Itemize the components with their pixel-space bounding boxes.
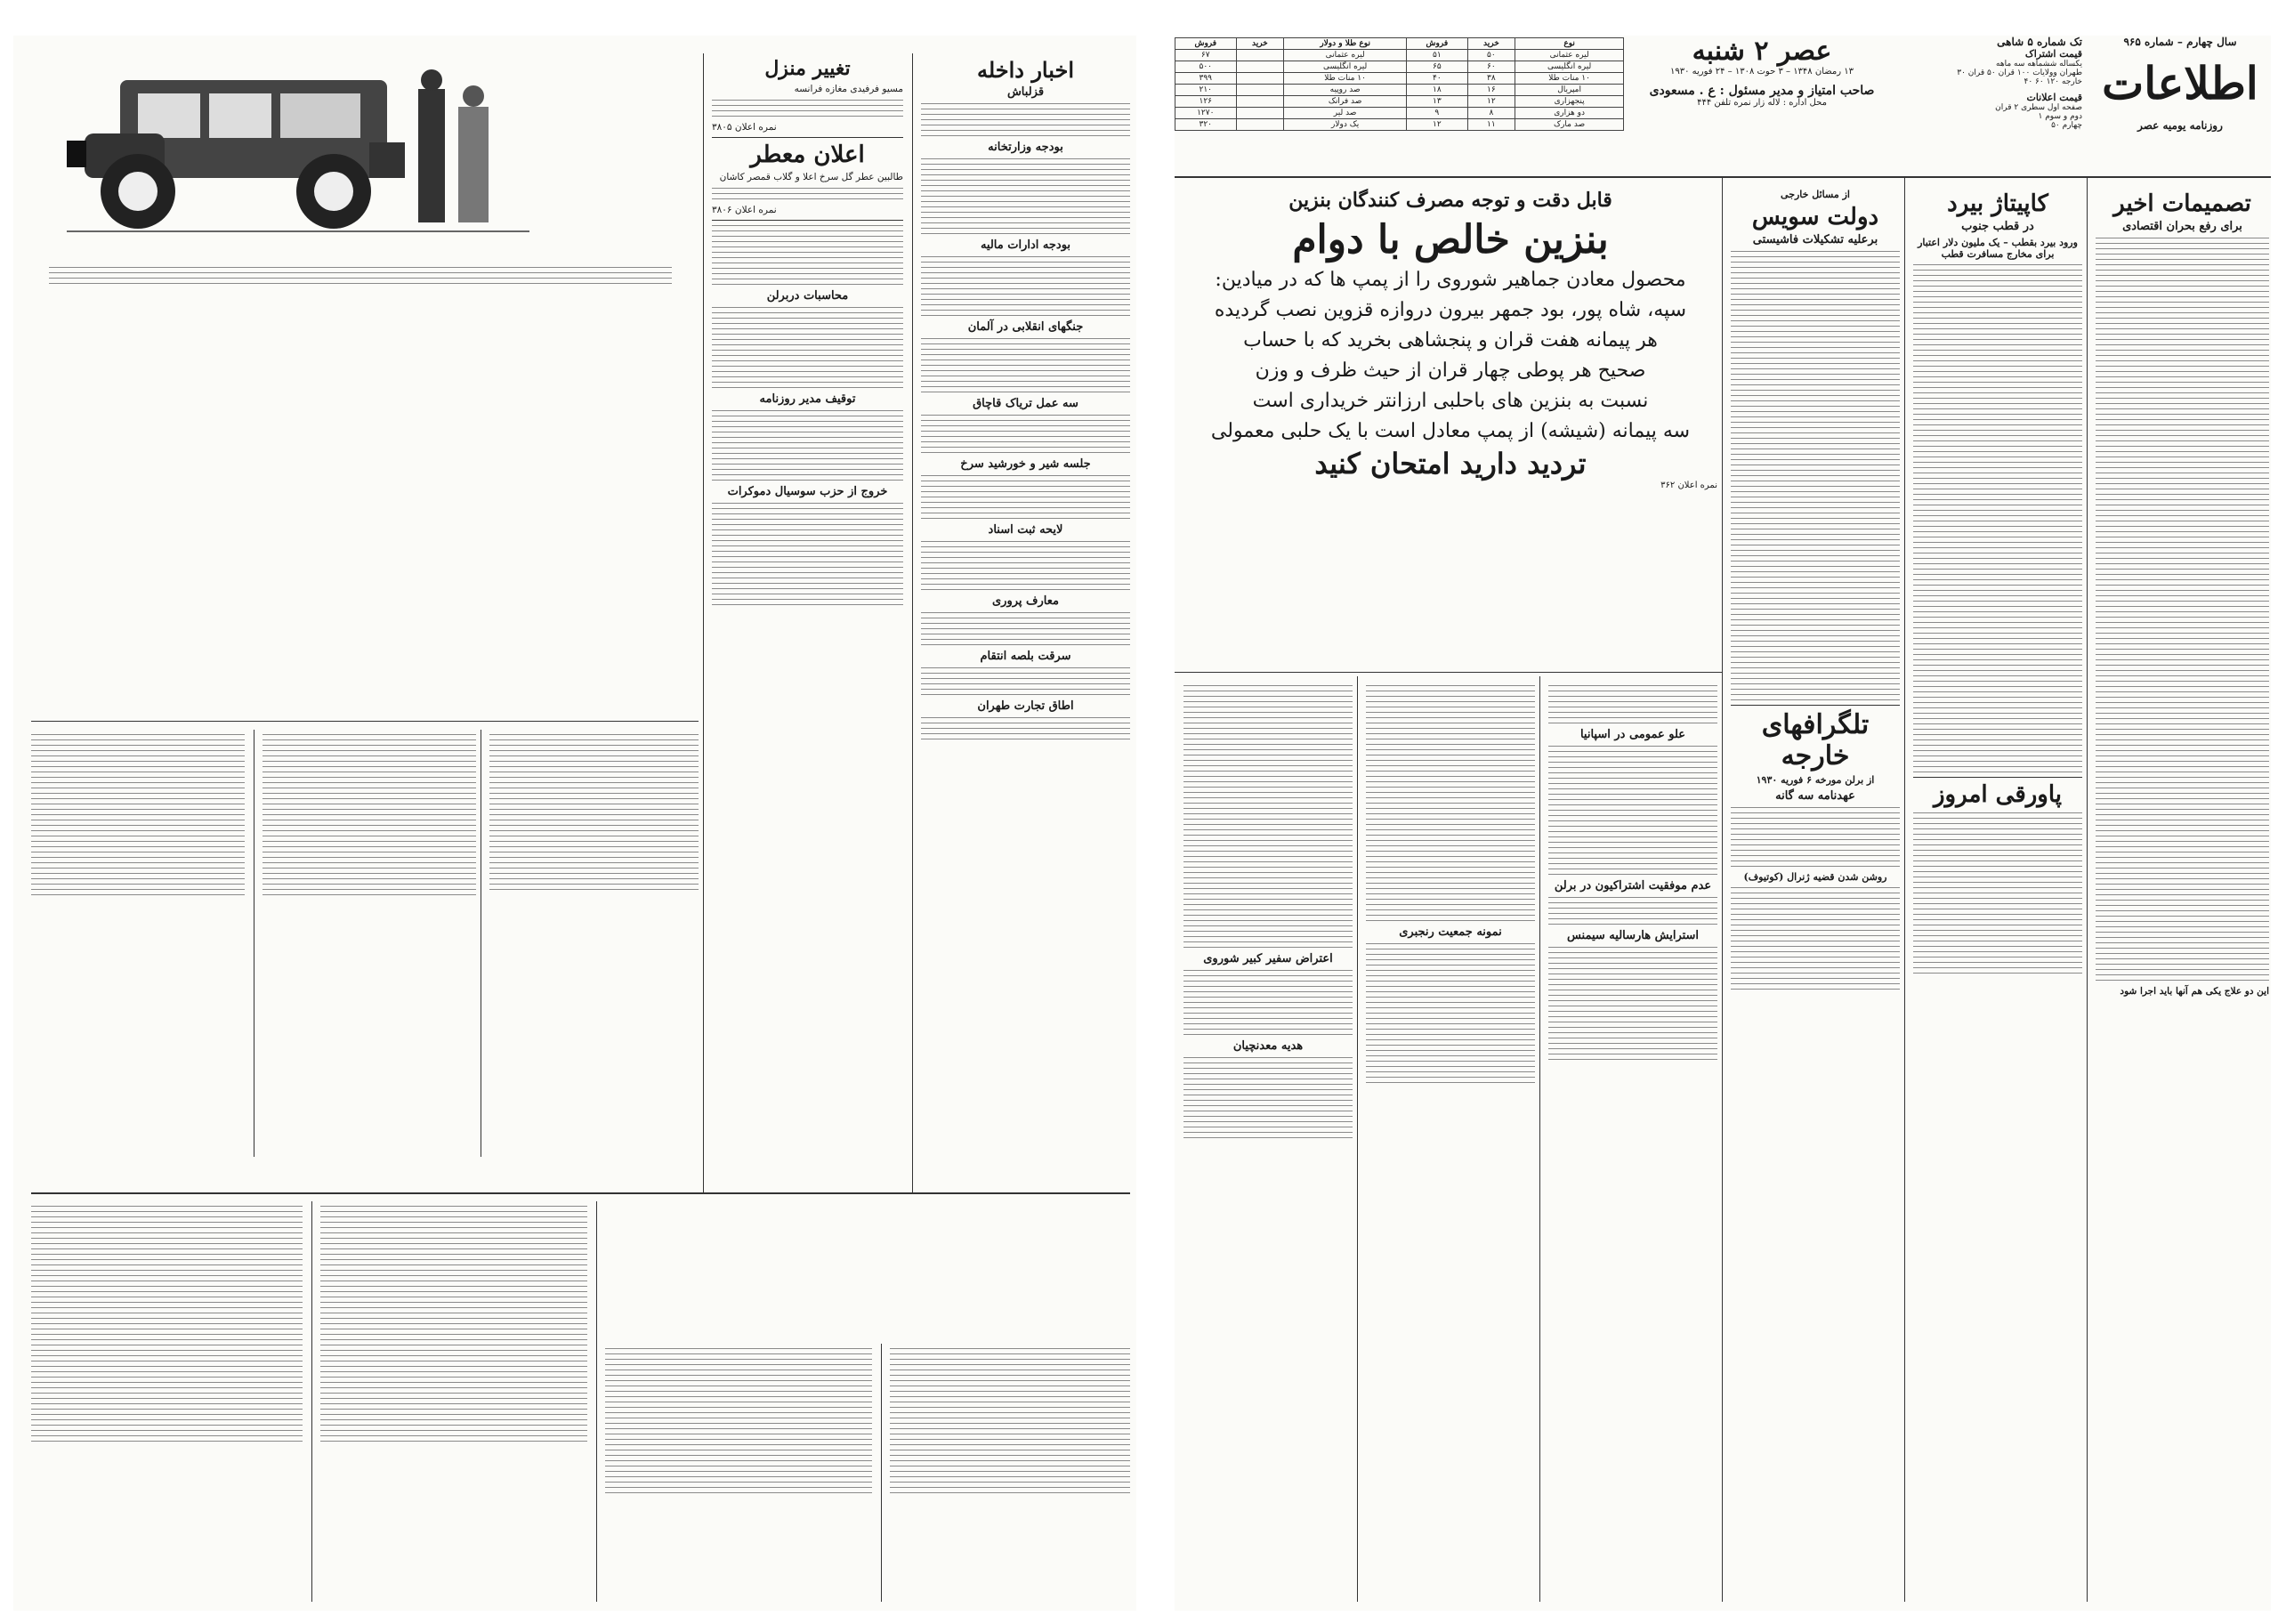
lower-col-4 xyxy=(890,1344,1130,1602)
subscription-title: قیمت اشتراک xyxy=(2024,48,2082,60)
rates-row xyxy=(1175,96,1624,108)
rates-cell: ۳۹۹ xyxy=(1175,73,1237,85)
subhead-editor-arrest: توقیف مدیر روزنامه xyxy=(759,392,856,406)
rates-cell xyxy=(1236,96,1284,108)
subhead-theft: سرقت بلصه انتقام xyxy=(980,650,1071,663)
rates-cell: یک دولار xyxy=(1284,119,1407,131)
column-notices xyxy=(712,53,903,1184)
rates-row xyxy=(1175,108,1624,119)
rates-cell: ۱۳ xyxy=(1407,96,1467,108)
rates-cell: ۱۲ xyxy=(1467,96,1515,108)
tagline: روزنامه یومیه عصر xyxy=(2137,119,2223,132)
rates-cell: لیره عثمانی xyxy=(1284,50,1407,61)
rates-cell: ۱۲ xyxy=(1407,119,1467,131)
rates-cell: ۶۰ xyxy=(1467,61,1515,73)
dodge-car-icon xyxy=(67,53,529,249)
rates-cell: ۲۱۰ xyxy=(1175,85,1237,96)
rates-header: فروش xyxy=(1175,38,1237,50)
subhead-south-pole: در قطب جنوب xyxy=(1961,220,2034,233)
rates-cell: ۸ xyxy=(1467,108,1515,119)
benzin-top: قابل دقت و توجه مصرف کنندگان بنزین xyxy=(1288,189,1612,212)
rates-header: نوع طلا و دولار xyxy=(1284,38,1407,50)
rates-row xyxy=(1175,119,1624,131)
exchange-rates xyxy=(1175,37,1624,131)
benzin-closing: تردید دارید امتحان کنید xyxy=(1314,447,1587,481)
rates-cell: صد مارک xyxy=(1515,119,1624,131)
subhead-economic-crisis: برای رفع بحران اقتصادی xyxy=(2122,220,2242,233)
subhead-labor-sample: نمونه جمعیت رنجبری xyxy=(1399,925,1502,939)
column-foreign-news-b xyxy=(1366,681,1535,1597)
subhead-soviet-ambassador: اعتراض سفیر کبیر شوروی xyxy=(1203,952,1333,966)
rates-cell: ۱۱ xyxy=(1467,119,1515,131)
ad-price-row-2: دوم و سوم ۱ xyxy=(2038,112,2082,121)
headline-feuilleton: پاورقی امروز xyxy=(1933,781,2063,808)
office-address: محل اداره : لاله زار نمره تلفن ۴۴۴ xyxy=(1697,98,1827,108)
rates-row xyxy=(1175,50,1624,61)
subhead-tripartite: عهدنامه سه گانه xyxy=(1775,789,1855,803)
ad-price-row-3: چهارم ۵۰ xyxy=(2051,121,2082,130)
headline-perfume-notice: اعلان معطر xyxy=(750,141,865,168)
rates-cell: ۳۸ xyxy=(1467,73,1515,85)
column-byrd xyxy=(1913,187,2082,1602)
rates-cell: لیره انگلیسی xyxy=(1284,61,1407,73)
issue-day: عصر ۲ شنبه xyxy=(1692,36,1832,67)
subhead-kutepov: روشن شدن قضیه ژنرال (کوتیوف) xyxy=(1743,871,1887,883)
rates-cell xyxy=(1236,73,1284,85)
subhead-chamber-commerce: اطاق تجارت طهران xyxy=(977,699,1074,713)
rates-cell xyxy=(1236,119,1284,131)
masthead-logo-block xyxy=(2091,36,2269,169)
rates-cell xyxy=(1236,61,1284,73)
rates-cell: ۱۶ xyxy=(1467,85,1515,96)
headline-change-address: تغییر منزل xyxy=(764,57,851,80)
subhead-germany-wars: جنگهای انقلابی در آلمان xyxy=(967,320,1084,334)
rates-row xyxy=(1175,61,1624,73)
column-left-b xyxy=(263,730,476,1157)
subhead-social-democrat: خروج از حزب سوسیال دموکرات xyxy=(727,485,888,498)
subscription-block xyxy=(1904,36,2082,169)
rates-cell: ۶۷ xyxy=(1175,50,1237,61)
subhead-spain: علو عمومی در اسپانیا xyxy=(1579,728,1686,741)
ad-prices-title: قیمت اعلانات xyxy=(2026,92,2082,103)
benzin-line-1: محصول معادن جماهیر شوروی را از پمپ ها که در میادین: xyxy=(1215,269,1686,291)
car-illustration xyxy=(67,53,529,249)
benzin-footnote: نمره اعلان ۳۶۲ xyxy=(1660,481,1717,490)
subhead-fascist: برعلیه تشکیلات فاشیستی xyxy=(1752,233,1878,246)
newspaper-page-right xyxy=(1175,36,2271,1611)
rates-header: فروش xyxy=(1407,38,1467,50)
benzin-line-6: سه پیمانه (شیشه) از پمپ معادل است با یک حلبی معمولی xyxy=(1210,420,1691,442)
subhead-finance-budget: بودجه ادارات ماليه xyxy=(980,238,1071,252)
subhead-education: معارف پروری xyxy=(992,594,1059,608)
rates-cell xyxy=(1236,50,1284,61)
column-domestic-news xyxy=(921,53,1130,1184)
headline-foreign-telegrams: تلگرافهای خارجه xyxy=(1761,709,1870,772)
subhead-berlin-date: از برلن مورخه ۶ فوریه ۱۹۳۰ xyxy=(1756,774,1875,786)
lower-col-1 xyxy=(31,1201,303,1602)
lower-col-2 xyxy=(320,1201,587,1602)
subhead-berlin-accounts: محاسبات دربرلن xyxy=(766,289,849,303)
benzin-line-5: نسبت به بنزین های باحلبی ارزانتر خریداری است xyxy=(1252,390,1649,412)
rates-cell: لیره عثمانی xyxy=(1515,50,1624,61)
rates-cell: ۱۰ منات طلا xyxy=(1515,73,1624,85)
notice-perfume-ad-number: نمره اعلان ۳۸۰۶ xyxy=(712,205,777,215)
rates-cell: ۶۵ xyxy=(1407,61,1467,73)
subscription-row-3: خارجه ۱۲۰ ۶۰ ۴۰ xyxy=(2024,77,2082,86)
rates-body xyxy=(1175,50,1624,131)
rates-cell: ۳۲۰ xyxy=(1175,119,1237,131)
benzin-ad xyxy=(1183,187,1717,667)
subhead-miners-gift: هدیه معدنچیان xyxy=(1232,1039,1304,1053)
rates-header: خرید xyxy=(1467,38,1515,50)
exchange-rates-table xyxy=(1175,37,1624,131)
rates-cell: پنجهزاری xyxy=(1515,96,1624,108)
single-price: تک شماره ۵ شاهی xyxy=(1997,36,2082,48)
subhead-opium: سه عمل تریاک قاچاق xyxy=(973,397,1078,410)
year-issue: سال چهارم – شماره ۹۶۵ xyxy=(2123,36,2237,48)
newspaper-page-left xyxy=(13,36,1136,1611)
ad-price-row-1: صفحه اول سطری ۲ قران xyxy=(1995,103,2082,112)
benzin-headline: بنزین خالص با دوام xyxy=(1292,217,1609,263)
rates-header: نوع xyxy=(1515,38,1624,50)
rates-cell: ۱۰ منات طلا xyxy=(1284,73,1407,85)
newspaper-logo: اطلاعات xyxy=(2102,57,2258,109)
subhead-berlin-communists: عدم موفقیت اشتراکیون در برلن xyxy=(1554,879,1712,893)
subhead-qezelbash: قزلباش xyxy=(1006,85,1045,99)
rates-cell: ۱۲۶ xyxy=(1175,96,1237,108)
rates-cell: صد فرانک xyxy=(1284,96,1407,108)
dodge-ad xyxy=(31,258,690,703)
rates-cell: صد روپیه xyxy=(1284,85,1407,96)
notice-change-address: مسیو فرفيدی مغازه فرانسه xyxy=(794,84,903,94)
rates-cell: دو هزاری xyxy=(1515,108,1624,119)
headline-byrd: کاپیتاژ بیرد xyxy=(1947,190,2048,217)
kicker-foreign: از مسائل خارجی xyxy=(1781,189,1850,200)
rates-cell: ۴۰ xyxy=(1407,73,1467,85)
headline-switzerland: دولت سویس xyxy=(1751,204,1879,230)
column-switzerland xyxy=(1731,187,1900,1602)
rates-cell: ۵۱ xyxy=(1407,50,1467,61)
subhead-siemens: استرایش هارسالیه سیمنس xyxy=(1566,929,1700,942)
notice-perfume: طالبين عطر گل سرخ اعلا و گلاب قمصر کاشان xyxy=(719,172,903,182)
rates-cell: لیره انگلیسی xyxy=(1515,61,1624,73)
subhead-registration-bill: لایحه ثبت اسناد xyxy=(988,523,1063,537)
subhead-ministry-budget: بودجه وزارتخانه xyxy=(988,141,1063,154)
rates-header: خرید xyxy=(1236,38,1284,50)
subscription-row-1: یکساله ششماهه سه ماهه xyxy=(1996,60,2082,69)
masthead xyxy=(1175,36,2271,178)
column-foreign-news-c xyxy=(1183,681,1353,1597)
notice-ad-number: نمره اعلان ۳۸۰۵ xyxy=(712,122,777,133)
column-left-a xyxy=(31,730,245,1157)
benzin-line-4: صحیح هر پوطی چهار قران از حیث ظرف و وزن xyxy=(1255,360,1646,382)
serial-heart xyxy=(743,1201,1130,1344)
subscription-row-2: طهران وولایات ۱۰۰ قران ۵۰ قران ۳۰ xyxy=(1957,69,2082,77)
closing-line: این دو علاج یکی هم آنها باید اجرا شود xyxy=(2120,986,2269,997)
rates-row xyxy=(1175,73,1624,85)
rates-cell xyxy=(1236,108,1284,119)
issue-date: ۱۳ رمضان ۱۳۴۸ – ۳ حوت ۱۳۰۸ – ۲۴ فوریه ۱۹۳۰ xyxy=(1669,67,1854,77)
column-foreign-news-a xyxy=(1548,681,1717,1597)
rates-row xyxy=(1175,85,1624,96)
rates-cell: ۹ xyxy=(1407,108,1467,119)
headline-domestic-news: اخبار داخله xyxy=(976,57,1074,83)
benzin-line-2: سپه، شاه پور، بود جمهر بیرون دروازه قزوین نصب گردیده xyxy=(1214,299,1687,321)
rates-cell: ۵۰۰ xyxy=(1175,61,1237,73)
headline-recent-decisions: تصمیمات اخیر xyxy=(2113,190,2251,217)
lower-col-3 xyxy=(605,1344,872,1602)
rates-cell: امپریال xyxy=(1515,85,1624,96)
column-left-c xyxy=(489,730,699,1157)
rates-cell: ۱۸ xyxy=(1407,85,1467,96)
rates-cell: ۱۲۷۰ xyxy=(1175,108,1237,119)
rates-cell xyxy=(1236,85,1284,96)
column-economic-decisions xyxy=(2096,187,2269,1602)
subhead-byrd-arrival: ورود بیرد بقطب – یک ملیون دلار اعتبار برای مخارج مسافرت قطب xyxy=(1918,237,2078,260)
rates-cell: ۵۰ xyxy=(1467,50,1515,61)
subhead-red-lion: جلسه شیر و خورشید سرخ xyxy=(960,457,1091,471)
rates-cell: صد لیر xyxy=(1284,108,1407,119)
date-block xyxy=(1628,36,1895,169)
benzin-line-3: هر پیمانه هفت قران و پنجشاهی بخرید که با حساب xyxy=(1243,329,1658,351)
publisher: صاحب امتیاز و مدیر مسئول : ع . مسعودی xyxy=(1649,84,1875,98)
